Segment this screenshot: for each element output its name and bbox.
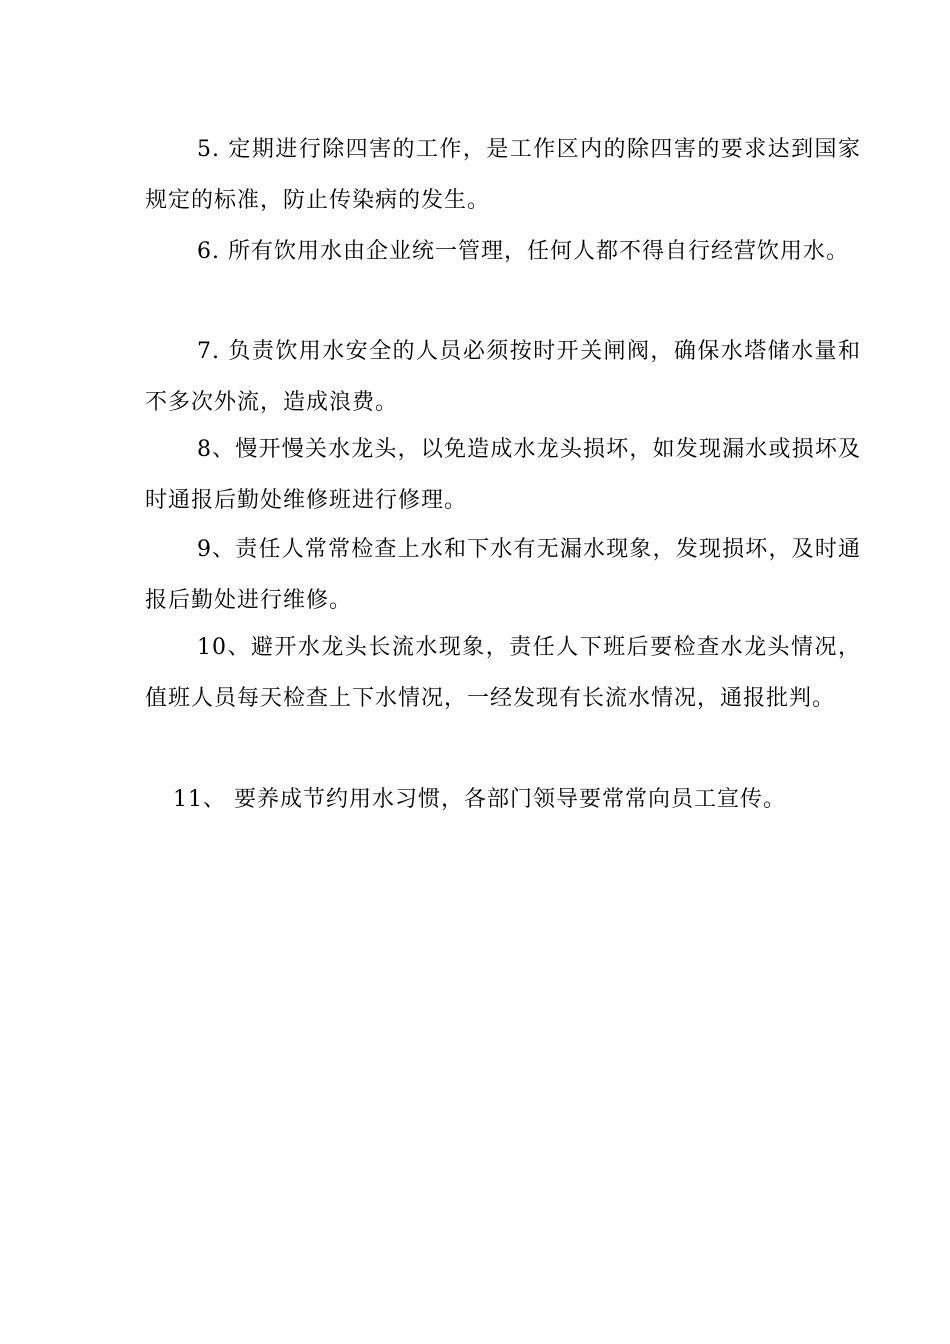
paragraph-6: 6. 所有饮用水由企业统一管理，任何人都不得自行经营饮用水。 [197, 239, 849, 264]
paragraph-5: 5. 定期进行除四害的工作，是工作区内的除四害的要求达到国家规定的标准，防止传染病的发生。 [145, 137, 861, 213]
paragraph-9: 9、责任人常常检查上水和下水有无漏水现象，发现损坏，及时通报后勤处进行维修。 [145, 537, 861, 613]
paragraph-10: 10、避开水龙头长流水现象，责任人下班后要检查水龙头情况，值班人员每天检查上下水情况，一经发现有长流水情况，通报批判。 [145, 635, 861, 711]
paragraph-7: 7. 负责饮用水安全的人员必须按时开关闸阀，确保水塔储水量和不多次外流，造成浪费。 [145, 339, 861, 415]
paragraph-8: 8、慢开慢关水龙头，以免造成水龙头损坏，如发现漏水或损坏及时通报后勤处维修班进行修理。 [145, 437, 861, 513]
paragraph-11: 11、 要养成节约用水习惯，各部门领导要常常向员工宣传。 [173, 787, 786, 812]
